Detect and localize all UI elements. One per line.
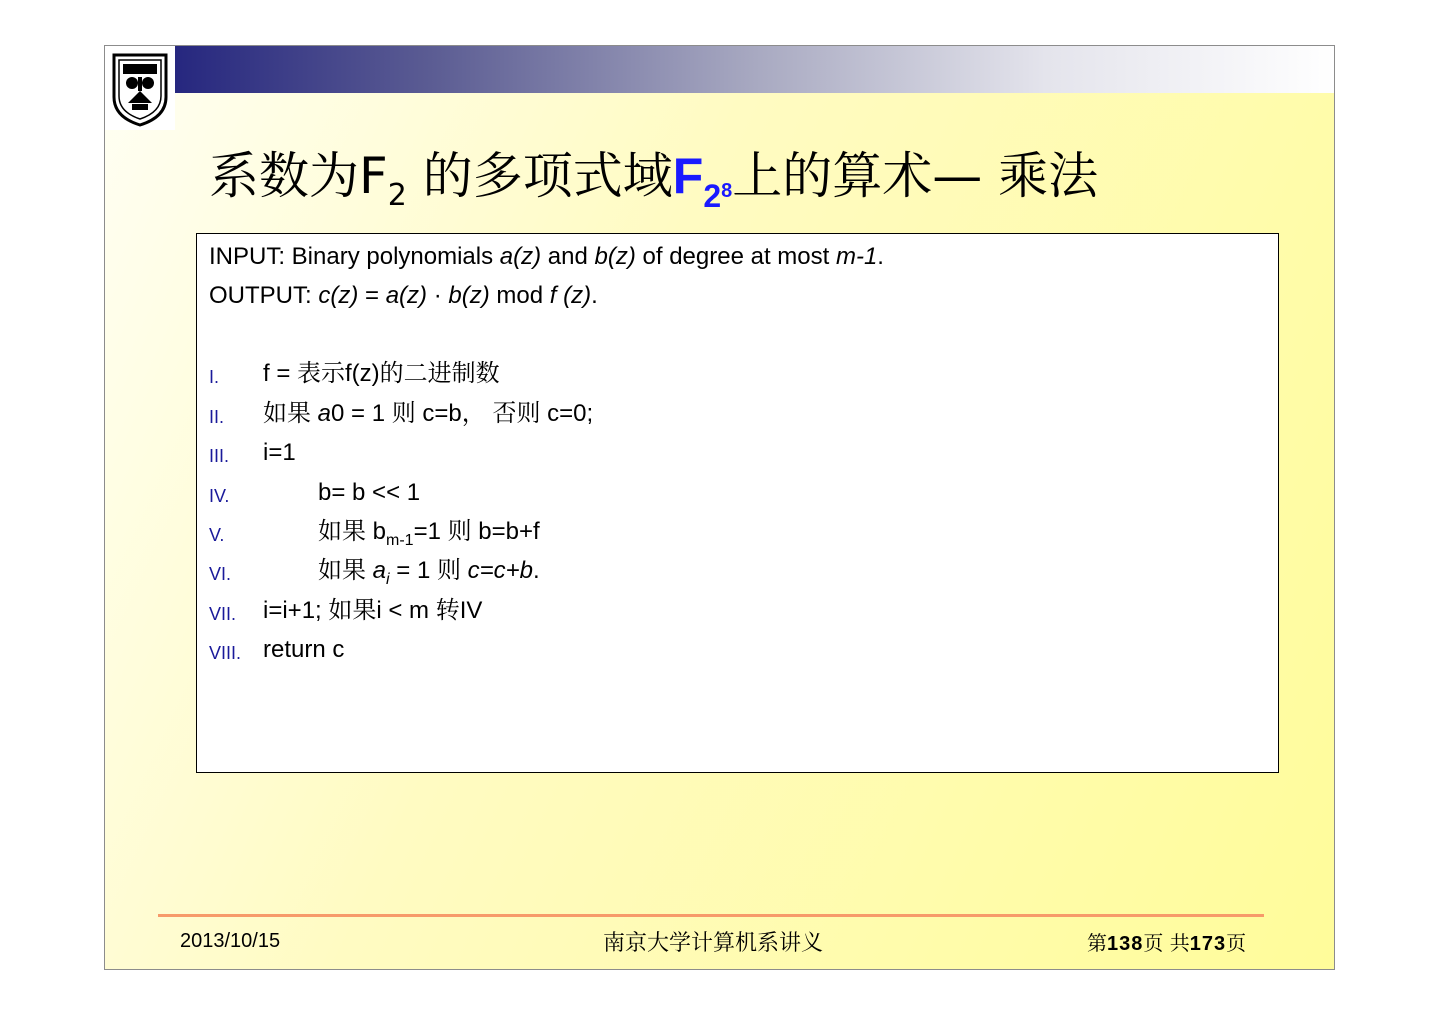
step-number: VI. bbox=[209, 564, 232, 584]
step-text bbox=[318, 556, 540, 586]
step-subscript: m-1 bbox=[386, 532, 414, 549]
page-total: 173 bbox=[1189, 933, 1227, 955]
input-mid: of degree at most bbox=[635, 243, 836, 270]
title-field-notation bbox=[672, 148, 733, 214]
algorithm-input-line bbox=[209, 242, 884, 272]
slide-title bbox=[209, 144, 1098, 219]
page-suffix: 页 bbox=[1226, 931, 1247, 955]
input-m: m-1 bbox=[835, 243, 878, 270]
step-text bbox=[318, 517, 540, 547]
footer-course-title: 南京大学计算机系讲义 bbox=[603, 931, 824, 956]
step-var: a bbox=[317, 400, 332, 427]
output-eq: = bbox=[358, 282, 386, 309]
step-text: b= b << 1 bbox=[318, 479, 421, 506]
step-number: VII. bbox=[209, 604, 237, 624]
step-number: V. bbox=[209, 525, 225, 545]
title-subscript: 2 bbox=[387, 178, 407, 213]
output-dot: · bbox=[427, 282, 449, 309]
slide bbox=[104, 45, 1335, 970]
title-field-exponent: 8 bbox=[721, 180, 733, 202]
output-end: . bbox=[591, 282, 598, 309]
step-number: II. bbox=[209, 407, 225, 427]
input-a: a(z) bbox=[499, 243, 542, 270]
step-expr: c=c+b bbox=[467, 557, 534, 584]
step-number: III. bbox=[209, 446, 230, 466]
footer-page-number bbox=[1087, 927, 1246, 956]
page-current: 138 bbox=[1107, 933, 1144, 955]
input-end: . bbox=[877, 243, 884, 270]
output-b: b(z) bbox=[448, 282, 490, 309]
title-part-2: 的多项式域 bbox=[406, 147, 673, 205]
output-mod: mod bbox=[489, 282, 550, 309]
step-subscript: i bbox=[386, 571, 390, 588]
step-text: f = 表示f(z)的二进制数 bbox=[263, 360, 500, 387]
step-number: I. bbox=[209, 367, 220, 387]
step-text-pre: 如果 bbox=[318, 557, 373, 584]
step-text-pre: 如果 bbox=[263, 400, 318, 427]
step-number: VIII. bbox=[209, 643, 242, 663]
step-text-post: . bbox=[533, 557, 540, 584]
input-b: b(z) bbox=[594, 243, 636, 270]
step-text bbox=[263, 399, 593, 429]
step-var: a bbox=[372, 557, 387, 584]
step-text: i=1 bbox=[263, 439, 296, 466]
output-prefix: OUTPUT: bbox=[209, 282, 319, 309]
output-a: a(z) bbox=[385, 282, 428, 309]
input-prefix: INPUT: Binary polynomials bbox=[209, 243, 500, 270]
title-field-base: F bbox=[672, 148, 704, 204]
footer-rule bbox=[158, 914, 1264, 917]
input-and: and bbox=[541, 243, 595, 270]
title-part-1: 系数为F bbox=[209, 147, 388, 205]
step-text: return c bbox=[263, 636, 345, 663]
step-text: i=i+1; 如果i < m 转IV bbox=[263, 597, 483, 624]
header-gradient-band bbox=[175, 46, 1335, 93]
output-c: c(z) bbox=[318, 282, 359, 309]
algorithm-box bbox=[196, 233, 1279, 773]
step-number: IV. bbox=[209, 486, 230, 506]
university-logo bbox=[105, 46, 175, 130]
page-mid: 页 共 bbox=[1143, 931, 1190, 955]
title-field-subscript: 2 bbox=[703, 178, 722, 214]
step-text-post: 0 = 1 则 c=b， 否则 c=0; bbox=[331, 400, 594, 427]
university-seal-icon bbox=[110, 51, 170, 127]
footer-date: 2013/10/15 bbox=[180, 930, 281, 952]
output-f: f (z) bbox=[549, 282, 592, 309]
algorithm-output-line bbox=[209, 281, 598, 311]
step-text-mid: = 1 则 bbox=[389, 557, 468, 584]
title-part-3: 上的算术— 乘法 bbox=[732, 147, 1099, 205]
step-text-pre: 如果 b bbox=[318, 518, 387, 545]
page-prefix: 第 bbox=[1087, 931, 1107, 955]
step-text-post: =1 则 b=b+f bbox=[413, 518, 540, 545]
